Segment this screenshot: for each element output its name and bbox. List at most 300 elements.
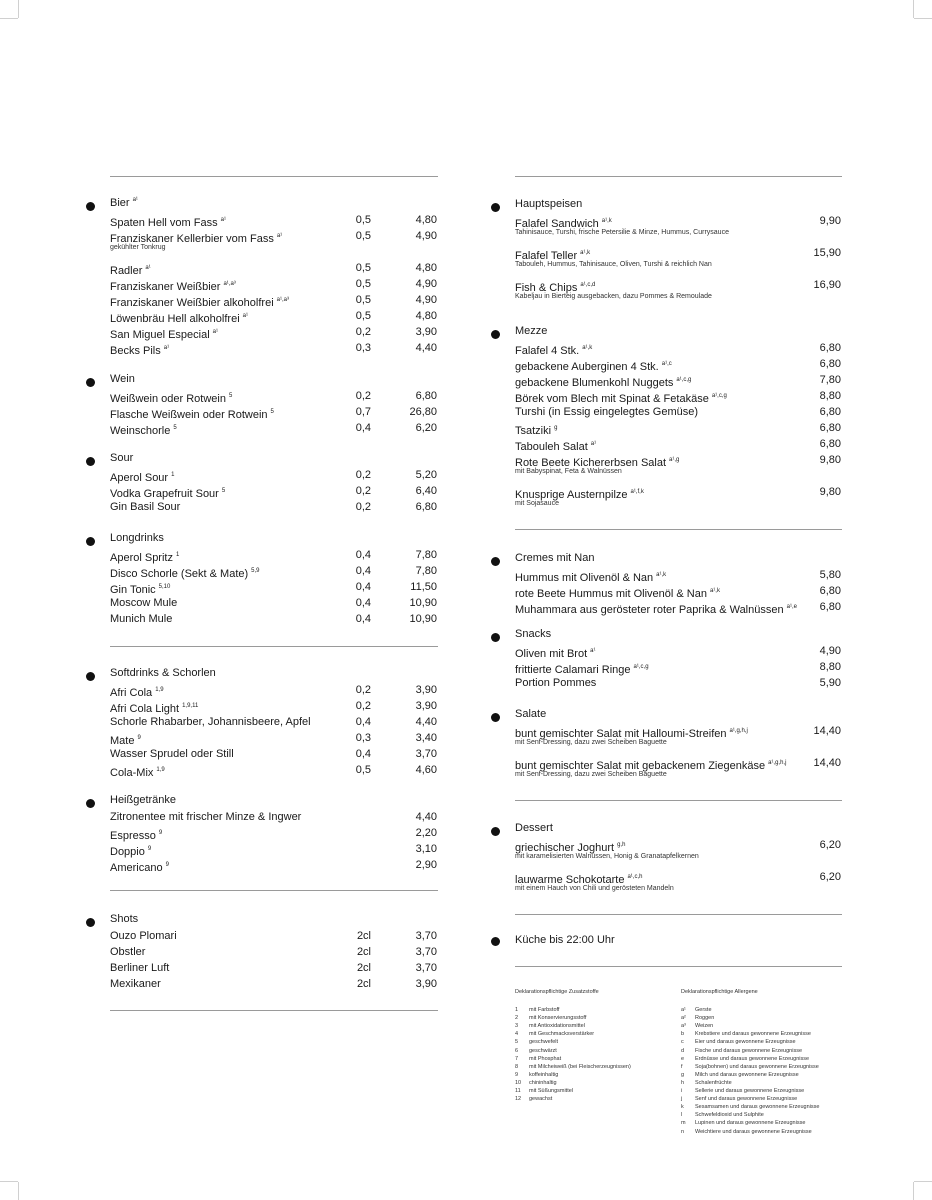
divider: [515, 529, 842, 530]
legend-key: h: [681, 1079, 685, 1086]
menu-item: [110, 389, 440, 405]
legend-value: Roggen: [695, 1015, 715, 1022]
menu-item: [110, 842, 440, 858]
menu-item: [515, 660, 842, 676]
legend-value: Erdnüsse und daraus gewonnene Erzeugnisse: [695, 1055, 810, 1062]
item-size: 0,2: [355, 684, 371, 696]
section-bullet-icon: [491, 330, 500, 339]
item-size: 0,4: [355, 422, 371, 434]
menu-item: [110, 961, 440, 977]
item-name: Fish & Chips $^{a^1,c,d}$: [515, 282, 596, 294]
item-price: 4,80: [415, 262, 437, 274]
section-title: Heißgetränke: [110, 794, 177, 806]
allergen-superscript: a¹,g: [669, 457, 680, 463]
legend-value: koffeinhaltig: [529, 1071, 559, 1078]
section-title: Dessert: [515, 822, 553, 834]
menu-item: [110, 229, 440, 245]
menu-item: [110, 261, 440, 277]
section-bullet-icon: [86, 799, 95, 808]
menu-item: [110, 858, 440, 874]
allergen-superscript: a¹,c: [661, 361, 672, 367]
menu-item: [515, 676, 842, 692]
legend-value: gewachst: [529, 1096, 553, 1103]
item-size: 0,2: [355, 700, 371, 712]
item-name: Falafel 4 Stk. $^{a^1,k}$: [515, 345, 593, 357]
section-title: Bier $^{a^1}$: [110, 197, 138, 209]
item-name: rote Beete Hummus mit Olivenöl & Nan $^{a^1,k}$: [515, 588, 720, 600]
item-size: 0,2: [355, 485, 371, 497]
menu-item: [515, 357, 842, 373]
item-name: lauwarme Schokotarte $^{a^1,c,h}$: [515, 874, 643, 886]
item-description: mit karamelisierten Walnüssen, Honig & Granatapfelkernen: [515, 853, 699, 860]
item-description: gekühlter Tonkrug: [110, 244, 166, 251]
allergen-superscript: a¹,k: [580, 250, 591, 256]
legend-value: Milch und daraus gewonnene Erzeugnisse: [695, 1071, 799, 1078]
item-price: 8,80: [819, 661, 841, 673]
item-price: 6,80: [819, 406, 841, 418]
legend-key: 8: [515, 1063, 519, 1070]
allergen-superscript: a¹: [220, 217, 226, 223]
item-name: griechischer Joghurt $^{g,h}$: [515, 842, 626, 854]
section-title: Salate: [515, 708, 547, 720]
legend-key: m: [681, 1120, 686, 1127]
item-price: 4,90: [819, 645, 841, 657]
crop-mark: [0, 1181, 18, 1182]
item-price: 3,40: [415, 732, 437, 744]
menu-item: [515, 278, 842, 294]
item-name: Espresso $^9$: [110, 830, 163, 842]
item-price: 14,40: [813, 757, 841, 769]
divider: [515, 176, 842, 177]
allergen-superscript: 9: [137, 735, 141, 741]
item-description: Kabeljau in Bierteig ausgebacken, dazu Pommes & Remoulade: [515, 293, 712, 300]
section-bullet-icon: [86, 672, 95, 681]
item-price: 9,80: [819, 454, 841, 466]
legend-key: e: [681, 1055, 685, 1062]
item-size: 2cl: [356, 946, 371, 958]
item-name: Weinschorle $^5$: [110, 425, 177, 437]
section-title: Hauptspeisen: [515, 198, 583, 210]
legend-key: 11: [515, 1088, 521, 1094]
allergen-superscript: g: [554, 425, 558, 431]
item-name: Tabouleh Salat $^{a^1}$: [515, 441, 597, 453]
item-name: Wasser Sprudel oder Still: [110, 748, 234, 760]
legend-key: 10: [515, 1079, 522, 1086]
menu-item: [110, 421, 440, 437]
item-price: 3,90: [415, 684, 437, 696]
legend-value: mit Milcheiweiß (bei Fleischerzeugnissen): [529, 1063, 631, 1070]
allergen-superscript: 1,9: [155, 687, 164, 693]
section-bullet-icon: [491, 557, 500, 566]
item-name: Vodka Grapefruit Sour $^5$: [110, 488, 226, 500]
allergen-superscript: a¹,c,g: [676, 377, 692, 383]
item-price: 4,40: [415, 716, 437, 728]
item-name: Obstler: [110, 946, 146, 958]
kitchen-hours-note: Küche bis 22:00 Uhr: [515, 934, 615, 946]
section-bullet-icon: [86, 202, 95, 211]
allergen-superscript: a¹,c,h: [627, 874, 643, 880]
legend-key: l: [681, 1112, 683, 1119]
section-title: Sour: [110, 452, 134, 464]
item-price: 5,90: [819, 677, 841, 689]
menu-item: [110, 929, 440, 945]
legend-key: n: [681, 1128, 685, 1135]
item-name: Cola-Mix $^{1,9}$: [110, 767, 165, 779]
menu-item: [110, 683, 440, 699]
item-name: Weißwein oder Rotwein $^5$: [110, 393, 233, 405]
divider: [110, 890, 438, 891]
section-bullet-icon: [491, 827, 500, 836]
item-name: Aperol Spritz $^1$: [110, 552, 180, 564]
item-name: Americano $^9$: [110, 862, 169, 874]
item-name: frittierte Calamari Ringe $^{a^1,c,g}$: [515, 664, 649, 676]
section-bullet-icon: [491, 633, 500, 642]
allergen-superscript: 1,9: [156, 767, 165, 773]
legend-key: d: [681, 1047, 685, 1054]
item-price: 6,80: [415, 390, 437, 402]
item-size: 0,5: [355, 294, 371, 306]
item-name: Afri Cola $^{1,9}$: [110, 687, 164, 699]
item-size: 2cl: [356, 978, 371, 990]
section-title: Mezze: [515, 325, 548, 337]
item-description: Tabouleh, Hummus, Tahinisauce, Oliven, Turshi & reichlich Nan: [515, 261, 712, 268]
item-price: 4,40: [415, 342, 437, 354]
item-size: 0,7: [355, 406, 371, 418]
menu-item: [110, 580, 440, 596]
item-price: 6,80: [819, 422, 841, 434]
legend-value: Schwefeldioxid und Sulphite: [695, 1112, 764, 1119]
item-price: 16,90: [813, 279, 841, 291]
menu-item: [110, 341, 440, 357]
section-bullet-icon: [86, 918, 95, 927]
menu-item: [515, 405, 842, 421]
section-title: Cremes mit Nan: [515, 552, 595, 564]
legend-key: 9: [515, 1071, 519, 1078]
item-price: 2,90: [415, 859, 437, 871]
legend-key: k: [681, 1104, 684, 1111]
section-title: Wein: [110, 373, 135, 385]
menu-item: [110, 293, 440, 309]
legend-key: g: [681, 1071, 685, 1078]
divider: [515, 914, 842, 915]
item-price: 6,80: [819, 342, 841, 354]
item-name: Zitronentee mit frischer Minze & Ingwer: [110, 811, 302, 823]
item-name: Ouzo Plomari: [110, 930, 177, 942]
item-price: 8,80: [819, 390, 841, 402]
section-bullet-icon: [491, 713, 500, 722]
legend-value: mit Phosphat: [529, 1055, 562, 1062]
divider: [110, 646, 438, 647]
allergen-superscript: 9: [158, 830, 163, 836]
item-name: San Miguel Especial $^{a^1}$: [110, 329, 219, 341]
section-bullet-icon: [86, 378, 95, 387]
section-bullet-icon: [86, 457, 95, 466]
section-title: Softdrinks & Schorlen: [110, 667, 216, 679]
item-price: 6,20: [819, 839, 841, 851]
item-price: 3,10: [415, 843, 437, 855]
item-size: 0,4: [355, 716, 371, 728]
allergen-superscript: a¹,c,d: [580, 282, 596, 288]
item-name: Gin Basil Sour: [110, 501, 181, 513]
item-name: Franziskaner Weißbier alkoholfrei $^{a^1,a^3}$: [110, 297, 289, 309]
allergen-superscript: a¹,k: [656, 572, 667, 578]
item-name: Berliner Luft: [110, 962, 170, 974]
item-price: 6,20: [415, 422, 437, 434]
item-price: 2,20: [415, 827, 437, 839]
legend-value: Weizen: [695, 1023, 714, 1030]
menu-item: [515, 870, 842, 886]
legend-key: b: [681, 1031, 685, 1038]
item-name: Oliven mit Brot $^{a^1}$: [515, 648, 596, 660]
item-name: Rote Beete Kichererbsen Salat $^{a^1,g}$: [515, 457, 680, 469]
item-size: 2cl: [356, 930, 371, 942]
item-price: 3,90: [415, 326, 437, 338]
crop-mark: [18, 1182, 19, 1200]
legend-key: j: [681, 1096, 683, 1103]
section-title: Snacks: [515, 628, 552, 640]
legend-key: f: [681, 1063, 683, 1070]
menu-item: [515, 389, 842, 405]
allergen-superscript: 1,9,11: [182, 703, 199, 709]
item-price: 5,20: [415, 469, 437, 481]
item-size: 0,5: [355, 310, 371, 322]
menu-item: [515, 756, 842, 772]
menu-item: [110, 810, 440, 826]
legend-key: 4: [515, 1031, 519, 1038]
item-price: 10,90: [409, 597, 437, 609]
item-price: 15,90: [813, 247, 841, 259]
item-description: mit Sojasauce: [515, 500, 559, 507]
allergen-superscript: 1: [171, 472, 175, 478]
item-price: 7,80: [415, 549, 437, 561]
menu-item: [515, 373, 842, 389]
item-price: 7,80: [415, 565, 437, 577]
legend-key: 2: [515, 1015, 519, 1022]
allergen-superscript: 5: [228, 393, 233, 399]
menu-item: [110, 699, 440, 715]
allergen-superscript: a¹: [212, 329, 219, 335]
legend-value: mit Geschmacksverstärker: [529, 1031, 595, 1038]
item-size: 0,5: [355, 278, 371, 290]
allergen-superscript: a¹,g,h,j: [768, 760, 787, 766]
item-price: 26,80: [409, 406, 437, 418]
item-size: 0,5: [355, 230, 371, 242]
item-price: 9,90: [819, 215, 841, 227]
item-description: mit Senf-Dressing, dazu zwei Scheiben Baguette: [515, 771, 667, 778]
item-name: Munich Mule: [110, 613, 173, 625]
item-price: 9,80: [819, 486, 841, 498]
menu-item: [515, 214, 842, 230]
allergen-superscript: a¹: [590, 441, 597, 447]
item-name: Franziskaner Weißbier $^{a^1,a^3}$: [110, 281, 236, 293]
item-price: 3,70: [415, 930, 437, 942]
divider: [515, 966, 842, 967]
allergen-superscript: a¹,f,k: [630, 489, 644, 495]
item-price: 6,80: [819, 585, 841, 597]
legend-key: c: [681, 1039, 684, 1046]
legend-value: Eier und daraus gewonnene Erzeugnisse: [695, 1039, 796, 1046]
allergens-legend-title: Deklarationspflichtige Allergene: [681, 989, 758, 995]
menu-item: [110, 977, 440, 993]
item-description: mit Babyspinat, Feta & Walnüssen: [515, 468, 622, 475]
menu-item: [515, 838, 842, 854]
item-price: 4,90: [415, 230, 437, 242]
crop-mark: [914, 1181, 932, 1182]
menu-item: [110, 405, 440, 421]
divider: [110, 176, 438, 177]
item-price: 4,40: [415, 811, 437, 823]
allergen-superscript: a¹,a³: [276, 297, 289, 303]
legend-value: geschwefelt: [529, 1039, 559, 1046]
item-size: 0,2: [355, 469, 371, 481]
allergen-superscript: 5: [270, 409, 274, 415]
legend-value: chininhaltig: [529, 1079, 557, 1086]
crop-mark: [913, 0, 914, 18]
item-size: 0,4: [355, 549, 371, 561]
item-size: 0,2: [355, 501, 371, 513]
legend-value: Soja(bohnen) und daraus gewonnene Erzeugnisse: [695, 1063, 819, 1070]
legend-key: i: [681, 1088, 683, 1094]
divider: [110, 1010, 438, 1011]
legend-key: 5: [515, 1039, 519, 1046]
item-name: Aperol Sour $^1$: [110, 472, 175, 484]
item-price: 4,90: [415, 278, 437, 290]
item-name: Muhammara aus gerösteter roter Paprika & Walnüssen $^{a^1,e}$: [515, 604, 797, 616]
item-size: 0,3: [355, 342, 371, 354]
allergen-superscript: a¹,k: [709, 588, 720, 594]
item-price: 3,90: [415, 978, 437, 990]
item-price: 14,40: [813, 725, 841, 737]
legend-value: mit Süßungsmittel: [529, 1088, 574, 1094]
legend-value: geschwärzt: [529, 1047, 557, 1054]
menu-item: [110, 468, 440, 484]
item-size: 0,5: [355, 214, 371, 226]
allergen-superscript: a¹,e: [786, 604, 797, 610]
legend-value: Sellerie und daraus gewonnene Erzeugnisse: [695, 1088, 805, 1094]
item-name: Moscow Mule: [110, 597, 178, 609]
menu-item: [110, 564, 440, 580]
legend-value: Gerste: [695, 1007, 712, 1013]
section-title: Shots: [110, 913, 139, 925]
item-price: 10,90: [409, 613, 437, 625]
item-name: Spaten Hell vom Fass $^{a^1}$: [110, 217, 226, 229]
item-name: Franziskaner Kellerbier vom Fass $^{a^1}$: [110, 233, 283, 245]
item-name: Flasche Weißwein oder Rotwein $^5$: [110, 409, 274, 421]
item-name: Doppio $^9$: [110, 846, 152, 858]
menu-item: [110, 548, 440, 564]
legend-value: Senf und daraus gewonnene Erzeugnisse: [695, 1096, 798, 1103]
legend-value: Fische und daraus gewonnene Erzeugnisse: [695, 1047, 803, 1054]
item-description: mit einem Hauch von Chili und gerösteten Mandeln: [515, 885, 674, 892]
menu-item: [515, 568, 842, 584]
item-size: 0,4: [355, 581, 371, 593]
menu-item: [110, 213, 440, 229]
item-price: 3,70: [415, 946, 437, 958]
allergen-superscript: 9: [147, 846, 152, 852]
menu-item: [110, 500, 440, 516]
item-name: Börek vom Blech mit Spinat & Fetakäse $^{a^1,c,g}$: [515, 393, 727, 405]
allergen-superscript: 9: [165, 862, 169, 868]
section-bullet-icon: [491, 937, 500, 946]
item-price: 5,80: [819, 569, 841, 581]
item-name: Radler $^{a^1}$: [110, 265, 151, 277]
menu-item: [110, 731, 440, 747]
divider: [515, 800, 842, 801]
item-name: Gin Tonic $^{5,10}$: [110, 584, 171, 596]
crop-mark: [913, 1182, 914, 1200]
allergen-superscript: a¹: [163, 345, 170, 351]
menu-item: [515, 485, 842, 501]
allergen-superscript: a¹,g,h,j: [729, 728, 748, 734]
item-name: Hummus mit Olivenöl & Nan $^{a^1,k}$: [515, 572, 667, 584]
additives-legend-title: Deklarationspflichtige Zusatzstoffe: [515, 989, 599, 995]
legend-key: 6: [515, 1047, 519, 1054]
item-description: mit Senf-Dressing, dazu zwei Scheiben Baguette: [515, 739, 667, 746]
item-size: 0,4: [355, 597, 371, 609]
menu-item: [110, 747, 440, 763]
menu-item: [110, 763, 440, 779]
legend-key: a²: [681, 1015, 686, 1022]
section-bullet-icon: [86, 537, 95, 546]
item-size: 0,4: [355, 748, 371, 760]
allergen-superscript: a¹: [590, 648, 596, 654]
allergen-superscript: 5: [221, 488, 226, 494]
item-name: Tsatziki $^g$: [515, 425, 558, 437]
item-size: 0,4: [355, 565, 371, 577]
item-price: 6,20: [819, 871, 841, 883]
item-name: Falafel Sandwich $^{a^1,k}$: [515, 218, 612, 230]
legend-value: Krebstiere und daraus gewonnene Erzeugnisse: [695, 1031, 811, 1038]
item-price: 4,60: [415, 764, 437, 776]
menu-item: [110, 826, 440, 842]
legend-key: 3: [515, 1023, 519, 1030]
allergen-superscript: 5,9: [251, 568, 260, 574]
allergen-superscript: a¹: [276, 233, 283, 239]
legend-value: Schalenfrüchte: [695, 1079, 732, 1086]
menu-item: [515, 246, 842, 262]
section-bullet-icon: [491, 203, 500, 212]
allergen-superscript: a¹: [132, 197, 138, 203]
item-name: Mexikaner: [110, 978, 161, 990]
item-price: 3,90: [415, 700, 437, 712]
legend-key: a³: [681, 1023, 686, 1030]
item-size: 0,4: [355, 613, 371, 625]
allergen-superscript: a¹,k: [601, 218, 612, 224]
menu-item: [110, 945, 440, 961]
menu-item: [515, 584, 842, 600]
menu-item: [515, 437, 842, 453]
item-price: 4,90: [415, 294, 437, 306]
menu-item: [110, 325, 440, 341]
item-name: bunt gemischter Salat mit gebackenem Ziegenkäse $^{a^1,g,h,j}$: [515, 760, 787, 772]
crop-mark: [18, 0, 19, 18]
item-price: 6,80: [819, 358, 841, 370]
item-price: 6,80: [415, 501, 437, 513]
crop-mark: [0, 18, 18, 19]
item-name: bunt gemischter Salat mit Halloumi-Streifen $^{a^1,g,h,j}$: [515, 728, 748, 740]
menu-item: [110, 715, 440, 731]
legend-value: Weichtiere und daraus gewonnene Erzeugnisse: [695, 1128, 812, 1135]
menu-item: [110, 612, 440, 628]
item-price: 6,40: [415, 485, 437, 497]
menu-item: [110, 484, 440, 500]
legend-value: Lupinen und daraus gewonnene Erzeugnisse: [695, 1120, 806, 1127]
item-name: Schorle Rhabarber, Johannisbeere, Apfel: [110, 716, 311, 728]
item-name: Afri Cola Light $^{1,9,11}$: [110, 703, 199, 715]
item-price: 4,80: [415, 214, 437, 226]
legend-key: a¹: [681, 1007, 686, 1013]
item-name: gebackene Blumenkohl Nuggets $^{a^1,c,g}$: [515, 377, 692, 389]
